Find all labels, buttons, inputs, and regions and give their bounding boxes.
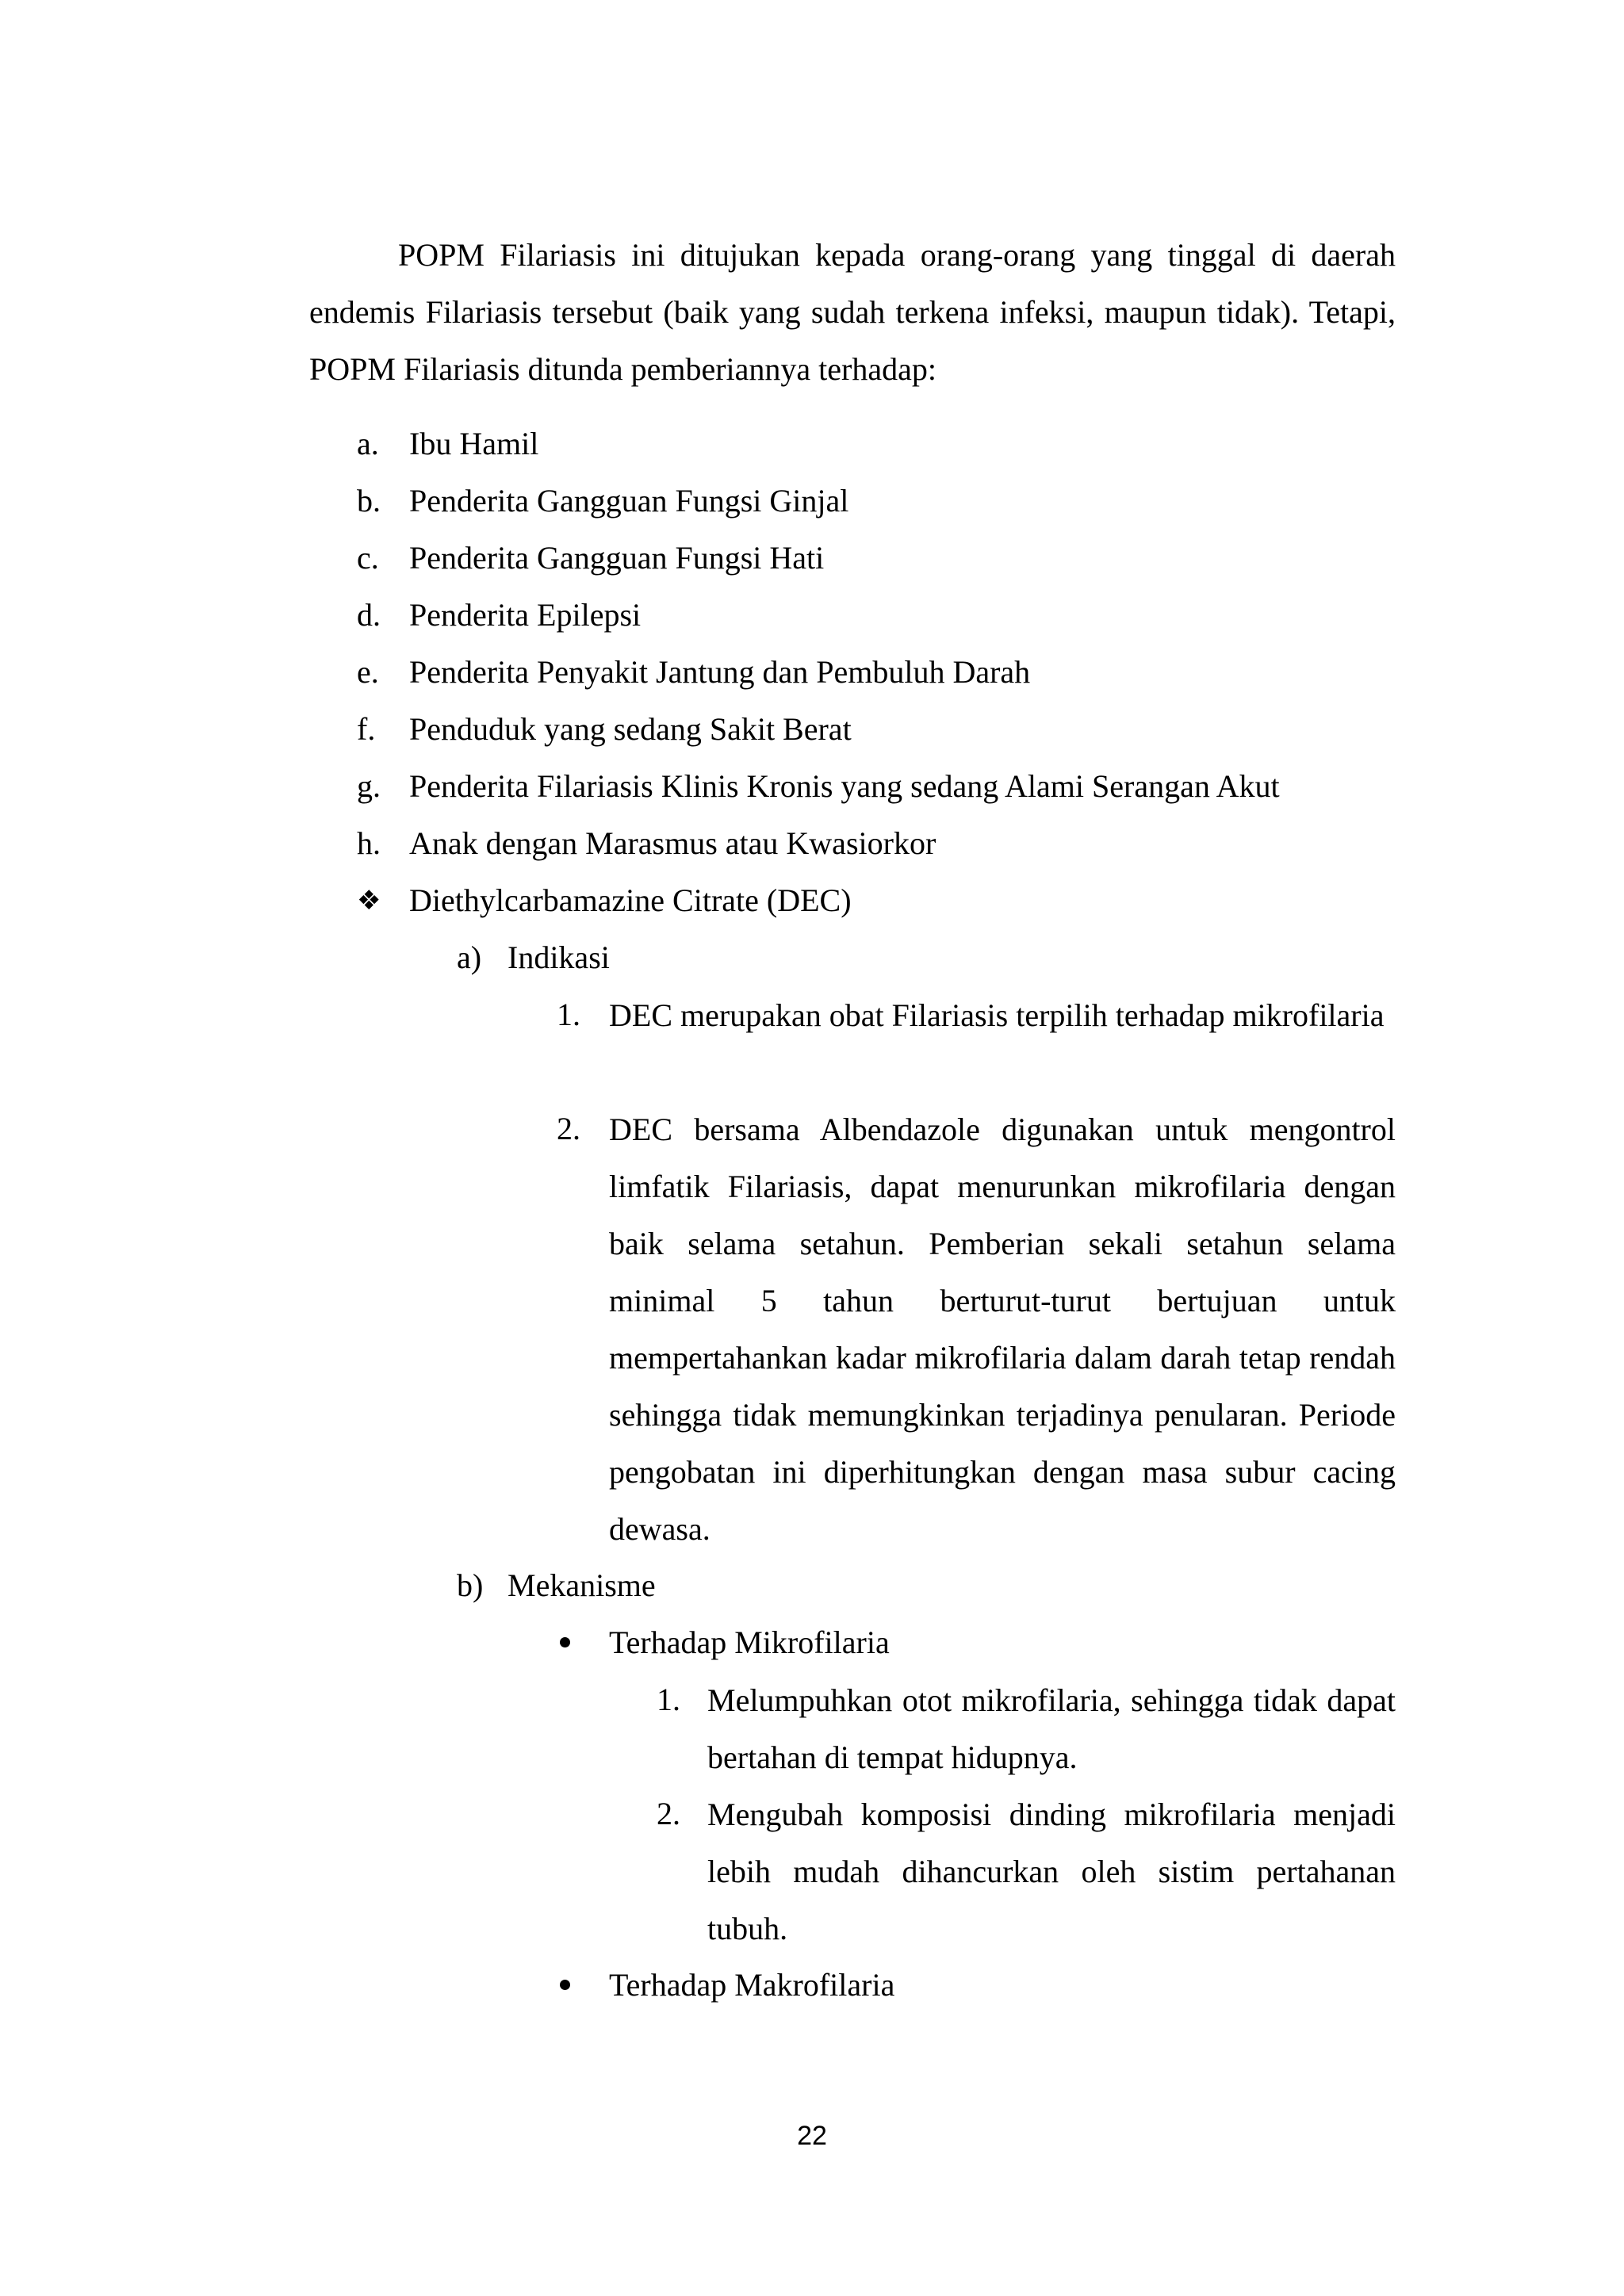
list-item-text: Penduduk yang sedang Sakit Berat bbox=[409, 711, 852, 747]
list-marker: b. bbox=[357, 483, 381, 519]
subsection-title: Terhadap Mikrofilaria bbox=[609, 1624, 890, 1660]
list-item-text: DEC bersama Albendazole digunakan untuk mengontrol limfatik Filariasis, dapat menurunkan mikrofilaria dengan baik selama setahun. Pemberian sekali setahun selama minimal 5 tahun berturut-turut bertujuan untuk mempertahankan kadar mikrofilaria dalam darah tetap rendah sehingga tidak memungkinkan terjadinya penularan. Periode pengobatan ini diperhitungkan dengan masa subur cacing dewasa. bbox=[609, 1112, 1396, 1547]
list-marker: 2. bbox=[657, 1796, 680, 1831]
intro-paragraph bbox=[309, 227, 1396, 398]
list-item-text: Penderita Penyakit Jantung dan Pembuluh Darah bbox=[409, 654, 1031, 690]
list-marker: 1. bbox=[557, 997, 580, 1032]
section-marker: b) bbox=[457, 1567, 484, 1603]
diamond-bullet-icon: ❖ bbox=[357, 885, 381, 916]
list-marker: 2. bbox=[557, 1111, 580, 1146]
list-item-text: Penderita Gangguan Fungsi Hati bbox=[409, 540, 825, 576]
list-item-text: Melumpuhkan otot mikrofilaria, sehingga tidak dapat bertahan di tempat hidupnya. bbox=[707, 1682, 1396, 1775]
page-number: 22 bbox=[797, 2121, 827, 2151]
section-title: Mekanisme bbox=[508, 1567, 656, 1603]
section-title: Indikasi bbox=[508, 939, 610, 975]
list-item-text: Penderita Filariasis Klinis Kronis yang sedang Alami Serangan Akut bbox=[409, 768, 1280, 804]
bullet-dot-icon bbox=[560, 1980, 570, 1990]
list-marker: 1. bbox=[657, 1682, 680, 1717]
intro-text: POPM Filariasis ini ditujukan kepada orang-orang yang tinggal di daerah endemis Filariasis tersebut (baik yang sudah terkena infeksi, maupun tidak). Tetapi, POPM Filariasis ditunda pemberiannya terhadap: bbox=[309, 237, 1396, 387]
list-item-text: Ibu Hamil bbox=[409, 426, 539, 461]
list-marker: e. bbox=[357, 654, 379, 690]
list-item-text: Anak dengan Marasmus atau Kwasiorkor bbox=[409, 825, 936, 861]
list-item-text: DEC merupakan obat Filariasis terpilih terhadap mikrofilaria bbox=[609, 997, 1385, 1033]
list-marker: a. bbox=[357, 426, 379, 461]
list-item-text: Penderita Gangguan Fungsi Ginjal bbox=[409, 483, 849, 519]
section-marker: a) bbox=[457, 939, 482, 975]
subsection-title: Terhadap Makrofilaria bbox=[609, 1967, 895, 2003]
list-item-text: Mengubah komposisi dinding mikrofilaria menjadi lebih mudah dihancurkan oleh sistim pertahanan tubuh. bbox=[707, 1797, 1396, 1946]
dec-title: Diethylcarbamazine Citrate (DEC) bbox=[409, 882, 852, 918]
list-marker: f. bbox=[357, 711, 376, 747]
list-marker: h. bbox=[357, 825, 381, 861]
bullet-dot-icon bbox=[560, 1637, 570, 1647]
list-marker: g. bbox=[357, 768, 381, 804]
list-marker: c. bbox=[357, 540, 379, 576]
list-item-text: Penderita Epilepsi bbox=[409, 597, 642, 633]
list-marker: d. bbox=[357, 597, 381, 633]
